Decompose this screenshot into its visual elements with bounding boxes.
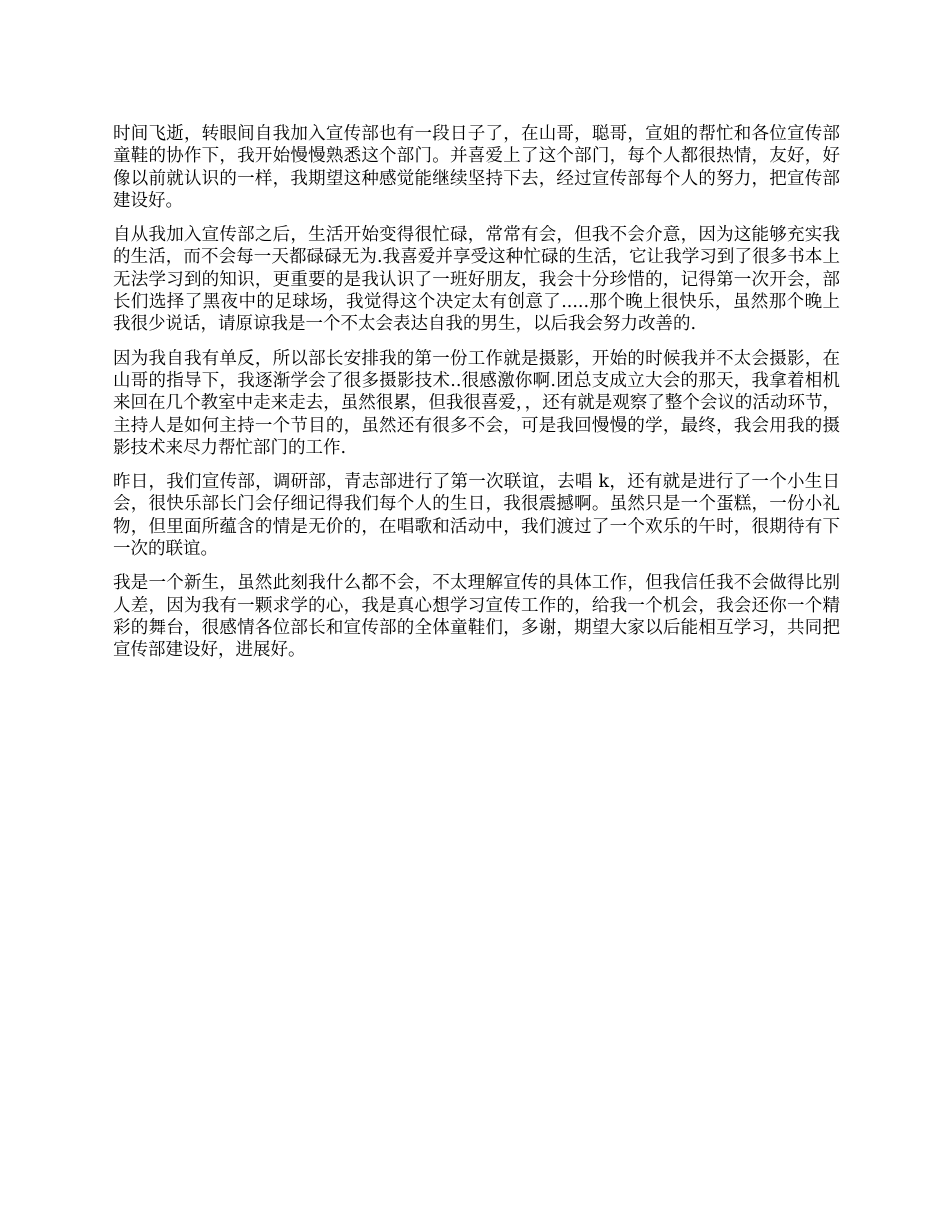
paragraph-5: 我是一个新生，虽然此刻我什么都不会，不太理解宣传的具体工作，但我信任我不会做得比别人差，因为我有一颗求学的心，我是真心想学习宣传工作的，给我一个机会，我会还你一个精彩的舞台，很感情各位部长和宣传部的全体童鞋们，多谢，期望大家以后能相互学习，共同把宣传部建设好，进展好。 — [113, 573, 840, 661]
paragraph-3: 因为我自我有单反，所以部长安排我的第一份工作就是摄影，开始的时候我并不太会摄影，在山哥的指导下，我逐渐学会了很多摄影技术..很感激你啊.团总支成立大会的那天，我拿着相机来回在几个教室中走来走去，虽然很累，但我很喜爱，，还有就是观察了整个会议的活动环节，主持人是如何主持一个节目的，虽然还有很多不会，可是我回慢慢的学，最终，我会用我的摄影技术来尽力帮忙部门的工作. — [113, 348, 840, 458]
paragraph-1: 时间飞逝，转眼间自我加入宣传部也有一段日子了，在山哥，聪哥，宣姐的帮忙和各位宣传部童鞋的协作下，我开始慢慢熟悉这个部门。并喜爱上了这个部门，每个人都很热情，友好，好像以前就认识的一样，我期望这种感觉能继续坚持下去，经过宣传部每个人的努力，把宣传部建设好。 — [113, 124, 840, 211]
paragraph-2: 自从我加入宣传部之后，生活开始变得很忙碌，常常有会，但我不会介意，因为这能够充实我的生活，而不会每一天都碌碌无为.我喜爱并享受这种忙碌的生活，它让我学习到了很多书本上无法学习到的知识，更重要的是我认识了一班好朋友，我会十分珍惜的，记得第一次开会，部长们选择了黑夜中的足球场，我觉得这个决定太有创意了.....那个晚上很快乐，虽然那个晚上我很少说话，请原谅我是一个不太会表达自我的男生，以后我会努力改善的. — [113, 225, 840, 335]
paragraph-4: 昨日，我们宣传部，调研部，青志部进行了第一次联谊，去唱 k，还有就是进行了一个小生日会，很快乐部长门会仔细记得我们每个人的生日，我很震撼啊。虽然只是一个蛋糕，一份小礼物，但里面所蕴含的情是无价的，在唱歌和活动中，我们渡过了一个欢乐的午时，很期待有下一次的联谊。 — [113, 472, 840, 560]
document-page — [113, 123, 840, 674]
